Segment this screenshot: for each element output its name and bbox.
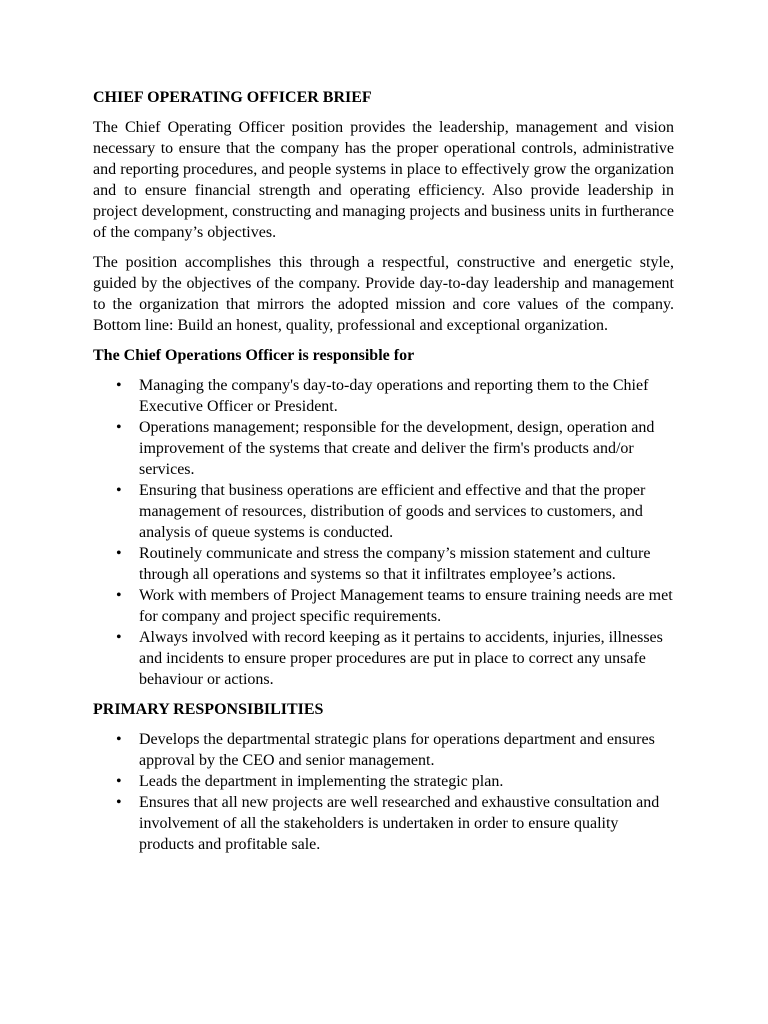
list-item <box>93 375 674 417</box>
list-item <box>93 417 674 480</box>
document-body <box>93 87 674 864</box>
list-item <box>93 480 674 543</box>
bullet-icon: • <box>116 794 122 811</box>
document-title: CHIEF OPERATING OFFICER BRIEF <box>93 89 372 106</box>
primary-responsibilities-heading: PRIMARY RESPONSIBILITIES <box>93 701 324 718</box>
list-item-text: Managing the company's day-to-day operations and reporting them to the Chief Executive Officer or President. <box>139 377 649 415</box>
bullet-icon: • <box>116 629 122 646</box>
list-item-text: Ensures that all new projects are well researched and exhaustive consultation and involvement of all the stakeholders is undertaken in order to ensure quality products and profitable sale. <box>139 794 660 853</box>
approach-paragraph: The position accomplishes this through a respectful, constructive and energetic style, guided by the objectives of the company. Provide day-to-day leadership and management to the organization that mirrors the adopted mission and core values of the company. Bottom line: Build an honest, quality, professional and exceptional organization. <box>93 254 674 334</box>
bullet-icon: • <box>116 377 122 394</box>
list-item-text: Always involved with record keeping as it pertains to accidents, injuries, illnesses and incidents to ensure proper procedures are put in place to correct any unsafe behaviour or actions. <box>139 629 663 688</box>
list-item <box>93 729 674 771</box>
bullet-icon: • <box>116 587 122 604</box>
bullet-icon: • <box>116 731 122 748</box>
list-item <box>93 585 674 627</box>
primary-responsibilities-list <box>93 729 674 855</box>
list-item-text: Develops the departmental strategic plans for operations department and ensures approval by the CEO and senior management. <box>139 731 655 769</box>
list-item-text: Ensuring that business operations are efficient and effective and that the proper management of resources, distribution of goods and services to customers, and analysis of queue systems is conducted. <box>139 482 646 541</box>
bullet-icon: • <box>116 545 122 562</box>
list-item <box>93 627 674 690</box>
responsible-heading: The Chief Operations Officer is responsible for <box>93 347 415 364</box>
list-item <box>93 543 674 585</box>
intro-paragraph: The Chief Operating Officer position provides the leadership, management and vision necessary to ensure that the company has the proper operational controls, administrative and reporting procedures, and people systems in place to effectively grow the organization and to ensure financial strength and operating efficiency. Also provide leadership in project development, constructing and managing projects and business units in furtherance of the company’s objectives. <box>93 119 674 241</box>
list-item <box>93 771 674 792</box>
list-item-text: Leads the department in implementing the strategic plan. <box>139 773 504 790</box>
bullet-icon: • <box>116 773 122 790</box>
bullet-icon: • <box>116 419 122 436</box>
list-item <box>93 792 674 855</box>
list-item-text: Work with members of Project Management teams to ensure training needs are met for company and project specific requirements. <box>139 587 673 625</box>
bullet-icon: • <box>116 482 122 499</box>
list-item-text: Routinely communicate and stress the company’s mission statement and culture through all operations and systems so that it infiltrates employee’s actions. <box>139 545 651 583</box>
responsible-list <box>93 375 674 690</box>
list-item-text: Operations management; responsible for the development, design, operation and improvement of the systems that create and deliver the firm's products and/or services. <box>139 419 655 478</box>
